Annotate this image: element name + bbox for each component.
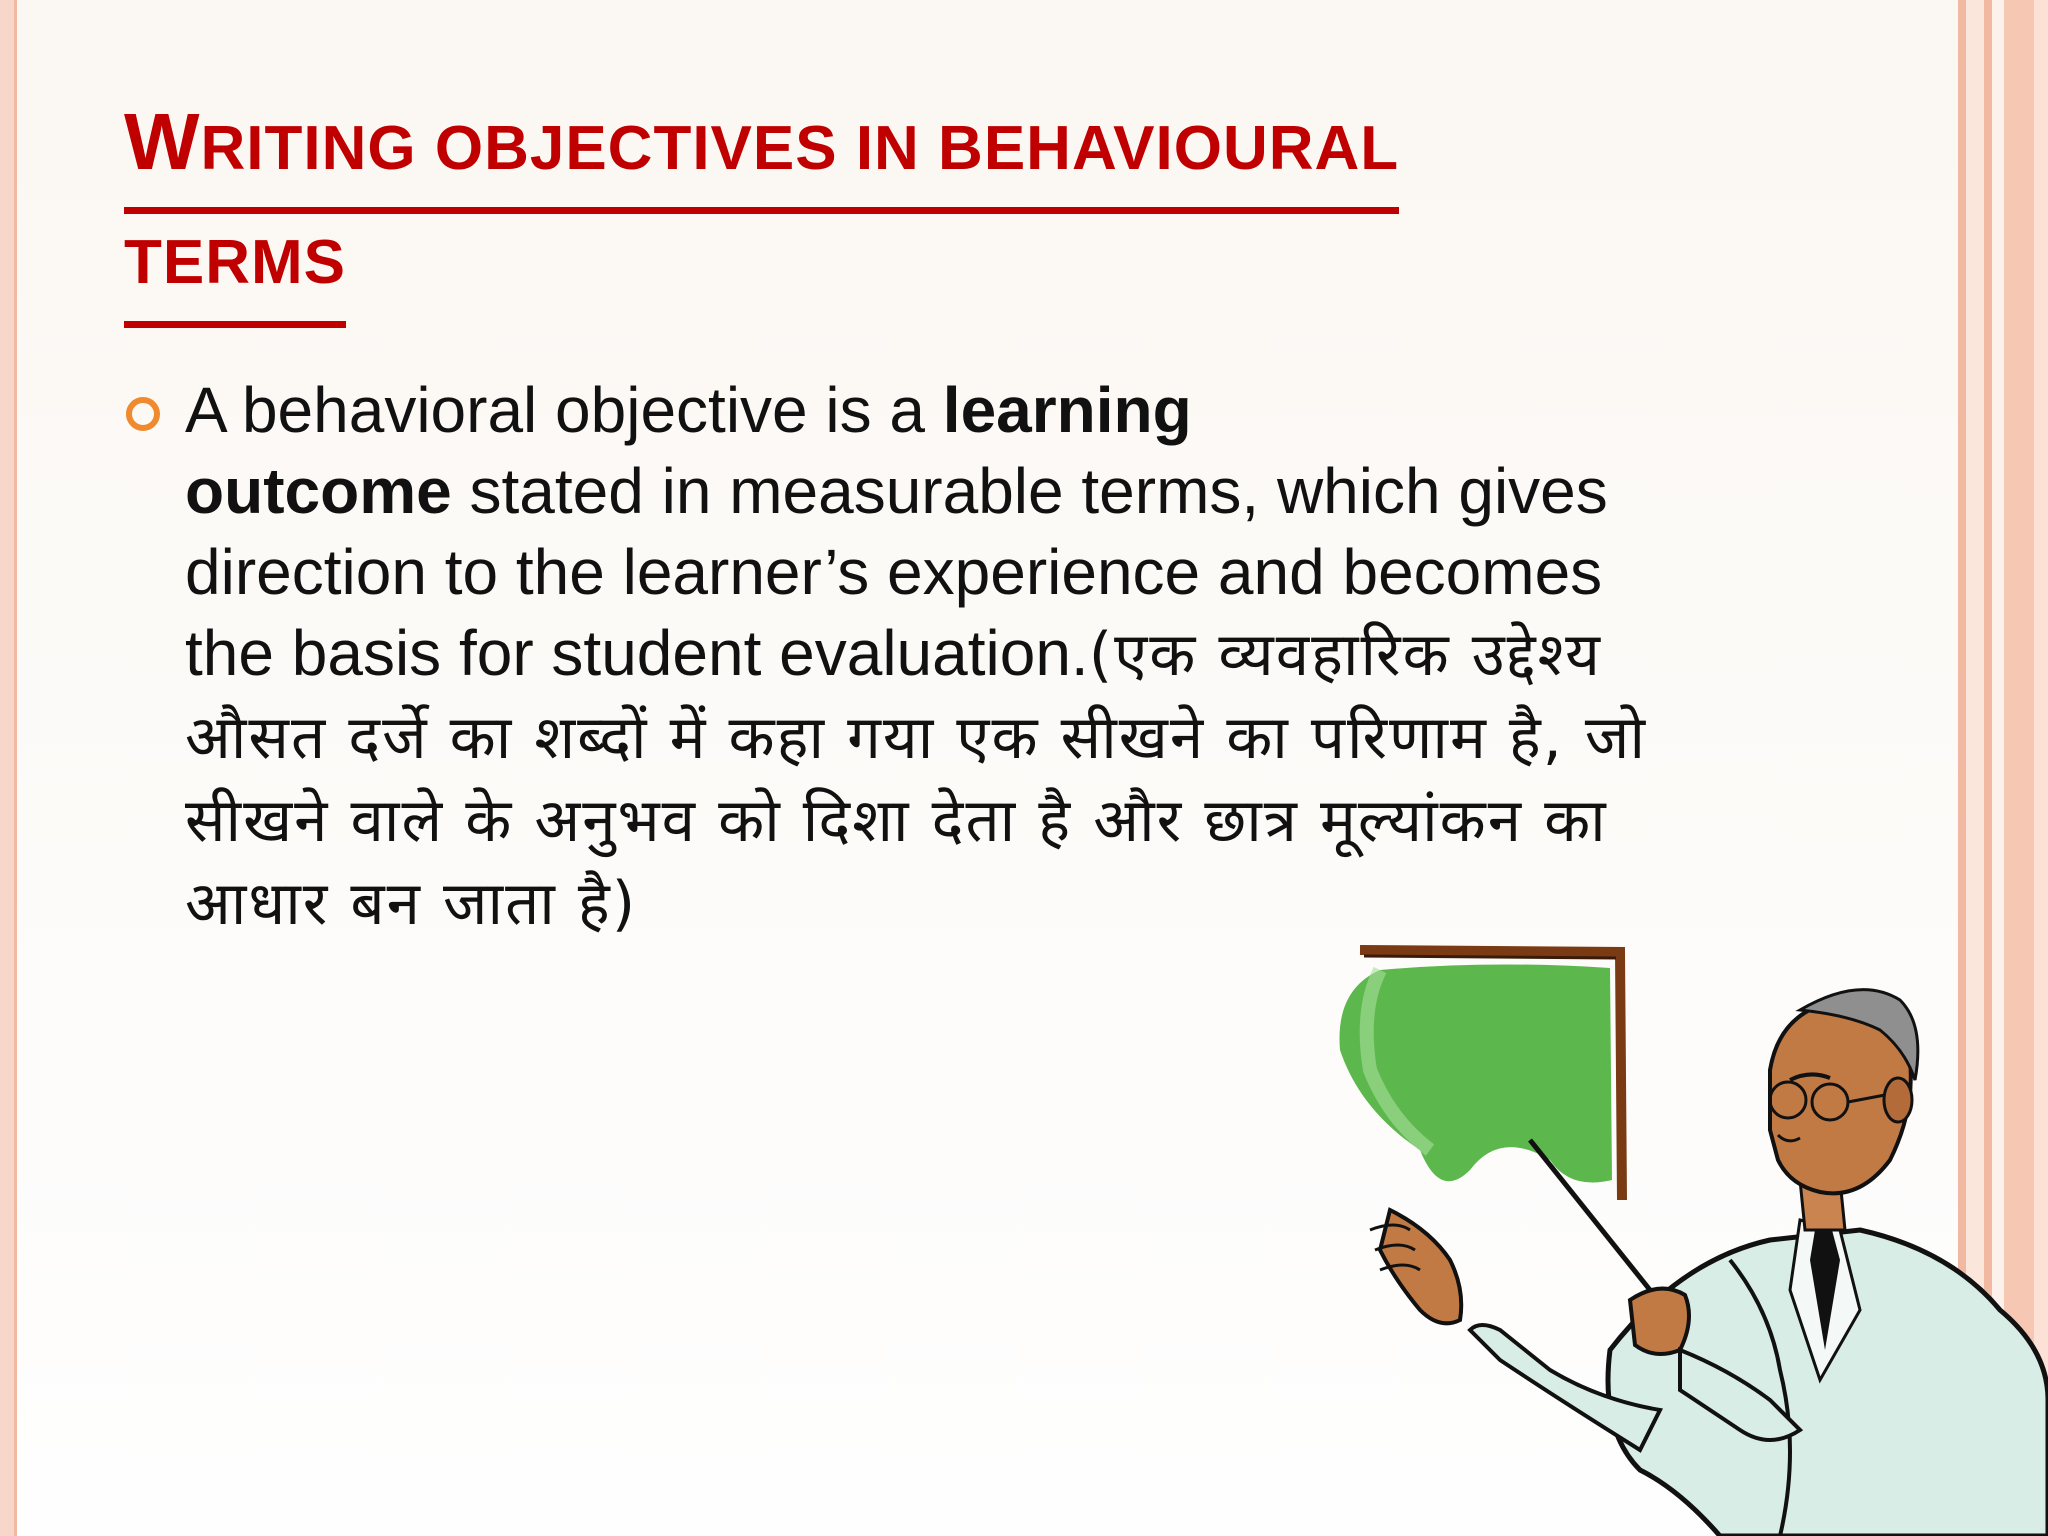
board-frame-edge <box>1364 956 1616 958</box>
orange-ring-bullet-icon <box>126 397 160 431</box>
title-line-2 <box>124 221 346 328</box>
teacher-pointing-at-board-illustration <box>1300 930 2048 1536</box>
body-hindi-translation: (एक व्यवहारिक उद्देश्य औसत दर्जे का शब्दों में कहा गया एक सीखने का परिणाम है, जो सीखने वाले के अनुभव को दिशा देता है और छात्र मूल्यांकन का आधार बन जाता है) <box>185 620 1647 939</box>
body-bold-outcome: outcome <box>185 455 452 527</box>
left-border-stripe <box>0 0 17 1536</box>
green-board <box>1340 964 1613 1182</box>
body-text-part1: A behavioral objective is a <box>185 374 943 446</box>
body-text-part2: stated in measurable terms, which gives direction to the learner’s experience and becomes the basis for student evaluation. <box>185 455 1608 689</box>
slide-title <box>124 97 1544 335</box>
teacher-ear <box>1884 1078 1912 1122</box>
body-bold-learning: learning <box>942 374 1192 446</box>
title-line-1 <box>124 97 1400 214</box>
title-first-letter: W <box>124 97 201 186</box>
bullet-body-text <box>185 370 1705 945</box>
teacher-hand-right <box>1630 1289 1689 1354</box>
title-line1-text: RITING OBJECTIVES IN BEHAVIOURAL <box>200 114 1400 183</box>
title-line2-text: TERMS <box>124 228 346 297</box>
